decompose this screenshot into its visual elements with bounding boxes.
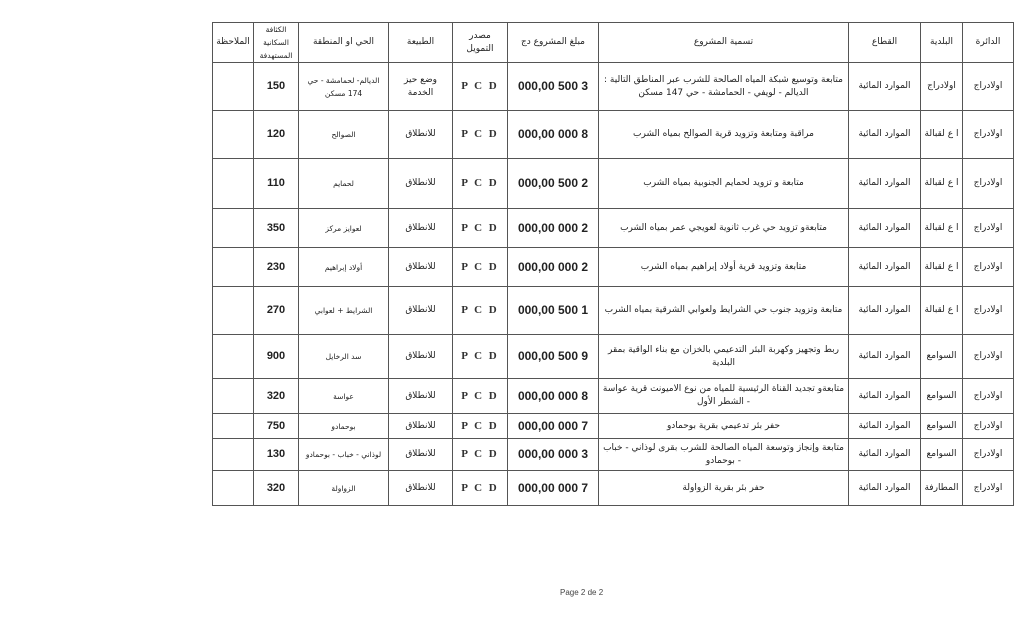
cell-district: اولادراج [963, 159, 1014, 209]
cell-project-name: مراقبة ومتابعة وتزويد قرية الصوالح بمياه الشرب [599, 111, 849, 159]
cell-funding-source: P C D [453, 159, 508, 209]
cell-funding-source: P C D [453, 414, 508, 439]
cell-remark [213, 287, 254, 335]
cell-district: اولادراج [963, 335, 1014, 379]
cell-sector: الموارد المائية [849, 414, 921, 439]
cell-sector: الموارد المائية [849, 471, 921, 506]
cell-remark [213, 335, 254, 379]
cell-remark [213, 209, 254, 248]
cell-nature: وضع حيز الخدمة [389, 63, 453, 111]
cell-nature: للانطلاق [389, 209, 453, 248]
cell-remark [213, 248, 254, 287]
cell-zone: لوذاني - خباب - بوحمادو [299, 439, 389, 471]
header-population: الكثافة السكانية المستهدفة [254, 23, 299, 63]
cell-population: 270 [254, 287, 299, 335]
cell-funding-source: P C D [453, 111, 508, 159]
cell-project-name: متابعة و تزويد لحمايم الجنوبية بمياه الشرب [599, 159, 849, 209]
cell-amount: 3 000 000,00 [508, 439, 599, 471]
cell-project-name: ربط وتجهيز وكهربة البئر التدعيمي بالخزان مع بناء الواقية بمقر البلدية [599, 335, 849, 379]
cell-remark [213, 111, 254, 159]
cell-population: 110 [254, 159, 299, 209]
table-row [213, 335, 1014, 379]
cell-nature: للانطلاق [389, 379, 453, 414]
cell-nature: للانطلاق [389, 335, 453, 379]
cell-district: اولادراج [963, 248, 1014, 287]
cell-project-name: متابعة وتزويد قرية أولاد إبراهيم بمياه الشرب [599, 248, 849, 287]
page-number: Page 2 de 2 [560, 588, 604, 597]
table-row [213, 209, 1014, 248]
header-zone: الحي او المنطقة [299, 23, 389, 63]
cell-zone: الصوالح [299, 111, 389, 159]
cell-nature: للانطلاق [389, 111, 453, 159]
cell-zone: أولاد إبراهيم [299, 248, 389, 287]
cell-district: اولادراج [963, 287, 1014, 335]
cell-population: 230 [254, 248, 299, 287]
header-district: الدائرة [963, 23, 1014, 63]
cell-population: 120 [254, 111, 299, 159]
cell-amount: 8 000 000,00 [508, 379, 599, 414]
cell-population: 130 [254, 439, 299, 471]
cell-district: اولادراج [963, 209, 1014, 248]
cell-remark [213, 159, 254, 209]
cell-nature: للانطلاق [389, 439, 453, 471]
cell-funding-source: P C D [453, 209, 508, 248]
cell-sector: الموارد المائية [849, 111, 921, 159]
cell-amount: 1 500 000,00 [508, 287, 599, 335]
cell-remark [213, 63, 254, 111]
cell-municipality: ا ع لقبالة [921, 287, 963, 335]
cell-population: 750 [254, 414, 299, 439]
cell-amount: 2 500 000,00 [508, 159, 599, 209]
header-municipality: البلدية [921, 23, 963, 63]
cell-project-name: متابعةو تجديد القناة الرئيسية للمياه من نوع الاميونت قرية عواسة - الشطر الأول [599, 379, 849, 414]
cell-nature: للانطلاق [389, 159, 453, 209]
cell-population: 900 [254, 335, 299, 379]
cell-municipality: ا ع لقبالة [921, 209, 963, 248]
cell-remark [213, 414, 254, 439]
cell-district: اولادراج [963, 471, 1014, 506]
cell-population: 150 [254, 63, 299, 111]
cell-zone: الشرايط + لعوابي [299, 287, 389, 335]
cell-sector: الموارد المائية [849, 159, 921, 209]
cell-district: اولادراج [963, 379, 1014, 414]
cell-municipality: السوامع [921, 379, 963, 414]
table-row [213, 287, 1014, 335]
cell-project-name: متابعةو تزويد حي غرب ثانوية لعويجي عمر بمياه الشرب [599, 209, 849, 248]
cell-municipality: ا ع لقبالة [921, 159, 963, 209]
cell-zone: بوحمادو [299, 414, 389, 439]
projects-table [212, 22, 1014, 506]
cell-municipality: ا ع لقبالة [921, 248, 963, 287]
header-row [213, 23, 1014, 63]
cell-project-name: حفر بئر بقرية الزواولة [599, 471, 849, 506]
cell-municipality: السوامع [921, 335, 963, 379]
cell-project-name: حفر بئر تدعيمي بقرية بوحمادو [599, 414, 849, 439]
cell-sector: الموارد المائية [849, 63, 921, 111]
cell-remark [213, 471, 254, 506]
cell-funding-source: P C D [453, 471, 508, 506]
table-row [213, 63, 1014, 111]
cell-funding-source: P C D [453, 335, 508, 379]
table-row [213, 248, 1014, 287]
cell-sector: الموارد المائية [849, 379, 921, 414]
cell-district: اولادراج [963, 414, 1014, 439]
cell-remark [213, 379, 254, 414]
header-project-name: تسمية المشروع [599, 23, 849, 63]
cell-zone: عواسة [299, 379, 389, 414]
cell-zone: الزواولة [299, 471, 389, 506]
cell-sector: الموارد المائية [849, 335, 921, 379]
cell-sector: الموارد المائية [849, 287, 921, 335]
cell-funding-source: P C D [453, 379, 508, 414]
cell-district: اولادراج [963, 111, 1014, 159]
cell-municipality: السوامع [921, 439, 963, 471]
table-row [213, 471, 1014, 506]
table-row [213, 379, 1014, 414]
header-sector: القطاع [849, 23, 921, 63]
cell-population: 320 [254, 379, 299, 414]
cell-amount: 2 000 000,00 [508, 209, 599, 248]
table-row [213, 439, 1014, 471]
cell-population: 320 [254, 471, 299, 506]
header-amount: مبلغ المشروع دج [508, 23, 599, 63]
cell-municipality: المطارفة [921, 471, 963, 506]
cell-nature: للانطلاق [389, 414, 453, 439]
table-row [213, 111, 1014, 159]
cell-municipality: السوامع [921, 414, 963, 439]
cell-zone: الديالم- لحمامشة - حي 174 مسكن [299, 63, 389, 111]
cell-project-name: متابعة وتوسيع شبكة المياه الصالحة للشرب عبر المناطق التالية : الديالم - لويفي - الحمامشة - حي 147 مسكن [599, 63, 849, 111]
cell-zone: لعوايز مركز [299, 209, 389, 248]
cell-nature: للانطلاق [389, 287, 453, 335]
cell-project-name: متابعة وإنجاز وتوسعة المياه الصالحة للشرب بقرى لوذاني - خباب - بوحمادو [599, 439, 849, 471]
cell-remark [213, 439, 254, 471]
cell-municipality: اولادراج [921, 63, 963, 111]
header-remark: الملاحظة [213, 23, 254, 63]
table-row [213, 414, 1014, 439]
cell-zone: لحمايم [299, 159, 389, 209]
cell-sector: الموارد المائية [849, 248, 921, 287]
cell-amount: 7 000 000,00 [508, 471, 599, 506]
cell-population: 350 [254, 209, 299, 248]
cell-funding-source: P C D [453, 439, 508, 471]
table-row [213, 159, 1014, 209]
header-funding-source: مصدر التمويل [453, 23, 508, 63]
cell-funding-source: P C D [453, 248, 508, 287]
cell-sector: الموارد المائية [849, 209, 921, 248]
cell-amount: 8 000 000,00 [508, 111, 599, 159]
header-nature: الطبيعة [389, 23, 453, 63]
cell-amount: 7 000 000,00 [508, 414, 599, 439]
cell-municipality: ا ع لقبالة [921, 111, 963, 159]
cell-project-name: متابعة وتزويد جنوب حي الشرايط ولعوابي الشرقية بمياه الشرب [599, 287, 849, 335]
cell-nature: للانطلاق [389, 471, 453, 506]
cell-nature: للانطلاق [389, 248, 453, 287]
cell-funding-source: P C D [453, 63, 508, 111]
cell-funding-source: P C D [453, 287, 508, 335]
cell-amount: 9 500 000,00 [508, 335, 599, 379]
cell-amount: 3 500 000,00 [508, 63, 599, 111]
cell-district: اولادراج [963, 63, 1014, 111]
cell-amount: 2 000 000,00 [508, 248, 599, 287]
cell-district: اولادراج [963, 439, 1014, 471]
cell-zone: سد الرخايل [299, 335, 389, 379]
cell-sector: الموارد المائية [849, 439, 921, 471]
